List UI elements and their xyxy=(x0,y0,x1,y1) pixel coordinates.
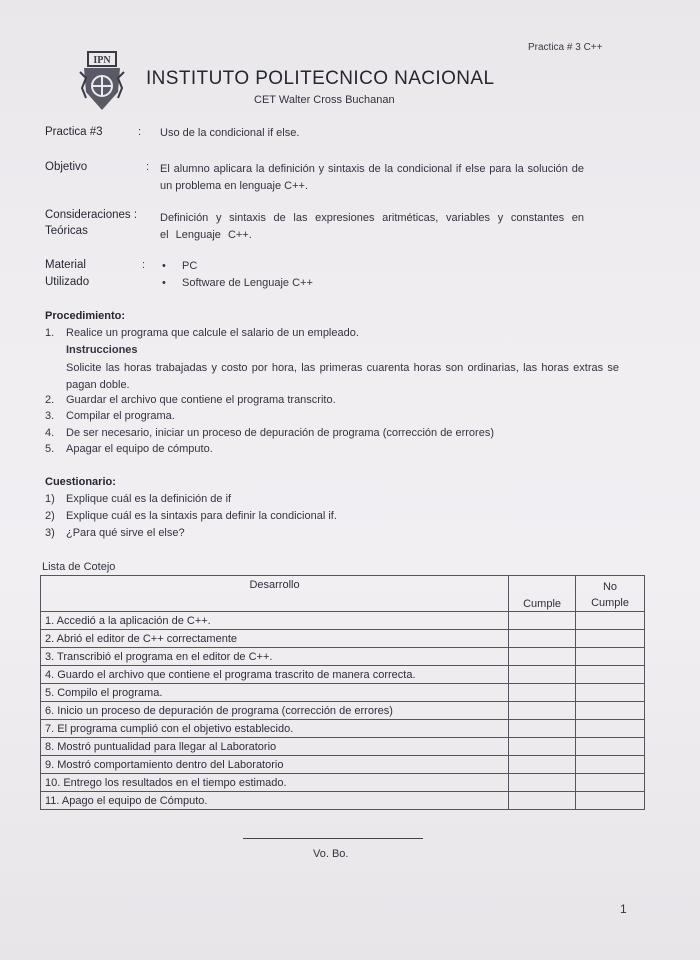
no-cumple-cell[interactable] xyxy=(576,774,645,792)
no-cumple-cell[interactable] xyxy=(576,612,645,630)
cumple-cell[interactable] xyxy=(509,738,576,756)
checklist-row xyxy=(41,630,645,648)
question-number: 3) xyxy=(45,527,55,539)
cumple-cell[interactable] xyxy=(509,792,576,810)
step-number: 2. xyxy=(45,394,55,406)
col-no-cumple-line1: No xyxy=(602,581,618,593)
no-cumple-cell[interactable] xyxy=(576,756,645,774)
svg-text:IPN: IPN xyxy=(93,55,111,66)
checklist-row xyxy=(41,756,645,774)
checklist-row xyxy=(41,612,645,630)
checklist-item: 7. El programa cumplió con el objetivo establecido. xyxy=(41,720,509,738)
material-item: • PC xyxy=(182,260,197,272)
cumple-cell[interactable] xyxy=(509,648,576,666)
material-label: Material xyxy=(45,259,86,271)
procedimiento-step: Guardar el archivo que contiene el programa transcrito. xyxy=(66,394,336,406)
question: ¿Para qué sirve el else? xyxy=(66,527,185,539)
consideraciones-label: Consideraciones : xyxy=(45,209,138,221)
cumple-cell[interactable] xyxy=(509,684,576,702)
utilizado-label: Utilizado xyxy=(45,276,90,288)
cumple-cell[interactable] xyxy=(509,774,576,792)
question-number: 2) xyxy=(45,510,55,522)
checklist-item: 2. Abrió el editor de C++ correctamente xyxy=(41,630,509,648)
signature-line xyxy=(243,838,423,839)
checklist-header-row xyxy=(41,576,645,612)
col-desarrollo: Desarrollo xyxy=(41,576,509,612)
no-cumple-cell[interactable] xyxy=(576,648,645,666)
procedimiento-step: Compilar el programa. xyxy=(66,410,175,422)
cumple-cell[interactable] xyxy=(509,702,576,720)
no-cumple-cell[interactable] xyxy=(576,684,645,702)
no-cumple-cell[interactable] xyxy=(576,702,645,720)
no-cumple-cell[interactable] xyxy=(576,666,645,684)
question: Explique cuál es la definición de if xyxy=(66,493,232,505)
checklist-row xyxy=(41,792,645,810)
procedimiento-step: De ser necesario, iniciar un proceso de depuración de programa (corrección de errores) xyxy=(66,427,494,439)
question-number: 1) xyxy=(45,493,55,505)
checklist-row xyxy=(41,774,645,792)
question: Explique cuál es la sintaxis para definir la condicional if. xyxy=(66,510,337,522)
institution-title: INSTITUTO POLITECNICO NACIONAL xyxy=(146,68,495,89)
objetivo-label: Objetivo xyxy=(45,161,88,173)
checklist-item: 6. Inicio un proceso de depuración de programa (corrección de errores) xyxy=(41,702,509,720)
page-number: 1 xyxy=(620,902,627,916)
no-cumple-cell[interactable] xyxy=(576,720,645,738)
no-cumple-cell[interactable] xyxy=(576,792,645,810)
checklist-item: 5. Compilo el programa. xyxy=(41,684,509,702)
col-no-cumple xyxy=(576,576,645,612)
step-number: 5. xyxy=(45,443,55,455)
ipn-logo-icon xyxy=(78,48,126,116)
objetivo-value: El alumno aplicara la definición y sintaxis de la condicional if else para la solución de un problema en lenguaje C++. xyxy=(160,163,584,192)
step-number: 3. xyxy=(45,410,55,422)
instrucciones-title: Instrucciones xyxy=(66,344,138,356)
checklist-item: 1. Accedió a la aplicación de C++. xyxy=(41,612,509,630)
checklist-row xyxy=(41,738,645,756)
cuestionario-title: Cuestionario: xyxy=(45,476,116,488)
checklist-item: 3. Transcribió el programa en el editor de C++. xyxy=(41,648,509,666)
cumple-cell[interactable] xyxy=(509,612,576,630)
step-number: 1. xyxy=(45,327,55,339)
checklist-row xyxy=(41,684,645,702)
checklist-item: 11. Apago el equipo de Cómputo. xyxy=(41,792,509,810)
consideraciones-value: Definición y sintaxis de las expresiones aritméticas, variables y constantes en el Lenguaje C++. xyxy=(160,212,584,241)
vobo-label: Vo. Bo. xyxy=(313,848,349,860)
cumple-cell[interactable] xyxy=(509,756,576,774)
checklist-table xyxy=(40,575,645,810)
procedimiento-step: Apagar el equipo de cómputo. xyxy=(66,443,213,455)
checklist-row xyxy=(41,666,645,684)
colon: : xyxy=(146,161,150,173)
checklist-item: 4. Guardo el archivo que contiene el programa trascrito de manera correcta. xyxy=(41,666,509,684)
practica-value: Uso de la condicional if else. xyxy=(160,127,300,139)
procedimiento-step: Realice un programa que calcule el salario de un empleado. xyxy=(66,327,359,339)
colon: : xyxy=(138,126,142,138)
checklist-item: 9. Mostró comportamiento dentro del Laboratorio xyxy=(41,756,509,774)
checklist-row xyxy=(41,702,645,720)
cumple-cell[interactable] xyxy=(509,630,576,648)
checklist-title: Lista de Cotejo xyxy=(42,561,116,573)
col-no-cumple-line2: Cumple xyxy=(591,597,629,609)
checklist-row xyxy=(41,720,645,738)
procedimiento-title: Procedimiento: xyxy=(45,310,126,322)
col-cumple: Cumple xyxy=(509,576,576,612)
checklist-row xyxy=(41,648,645,666)
colon: : xyxy=(142,259,146,271)
cumple-cell[interactable] xyxy=(509,666,576,684)
checklist-item: 8. Mostró puntualidad para llegar al Laboratorio xyxy=(41,738,509,756)
no-cumple-cell[interactable] xyxy=(576,738,645,756)
instrucciones-text: Solicite las horas trabajadas y costo por hora, las primeras cuarenta horas son ordinarias, las horas extras se pagan doble. xyxy=(66,362,619,391)
checklist-item: 10. Entrego los resultados en el tiempo estimado. xyxy=(41,774,509,792)
cumple-cell[interactable] xyxy=(509,720,576,738)
corner-label: Practica # 3 C++ xyxy=(528,42,603,53)
teoricas-label: Teóricas xyxy=(45,225,88,237)
no-cumple-cell[interactable] xyxy=(576,630,645,648)
practica-label: Practica #3 xyxy=(45,126,103,138)
material-item: • Software de Lenguaje C++ xyxy=(182,277,313,289)
step-number: 4. xyxy=(45,427,55,439)
school-name: CET Walter Cross Buchanan xyxy=(254,94,395,106)
